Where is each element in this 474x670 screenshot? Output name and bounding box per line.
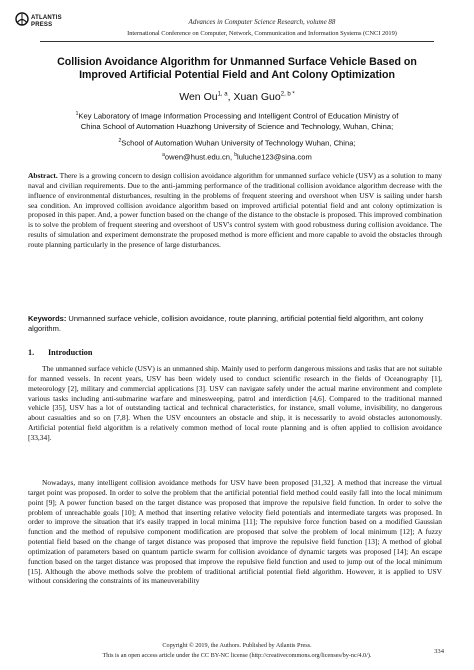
section-title: Introduction xyxy=(48,348,93,357)
body-paragraph: The unmanned surface vehicle (USV) is an unmanned ship. Mainly used to perform dangerous missions and tasks that are not suitable for manned vessels. In recent years, USV has been widely used to conduct scientific research in the fields of Oceanography [1], meteorology [2], military and commercial applications [3]. USV can navigate safely under the actual marine environment and complete various tasks including anti-submarine warfare and minesweeping, patrol and interdiction [4,6]. Compared to the traditional manned vehicle [35], USV has a lot of outstanding tactical and technical characteristics, for instance, small volume, invisibility, no dangerous about casualties and so on [7,8]. When the USV encounters an obstacle and ship, it is necessarily to avoid obstacles autonomously. Artificial potential field algorithm is a relatively common method of local route planning and is often applied to collision avoidance [33,34]. xyxy=(28,364,442,442)
author-superscript: 2, b * xyxy=(280,91,295,98)
email-link[interactable]: luluche123@sina.com xyxy=(237,152,312,162)
affiliation-marker: 1 xyxy=(75,111,79,117)
keywords-label: Keywords: xyxy=(28,314,67,323)
title-line-1: Collision Avoidance Algorithm for Unmanned Surface Vehicle Based on xyxy=(57,56,417,68)
abstract xyxy=(28,171,442,250)
email-marker: a xyxy=(162,152,165,158)
keywords xyxy=(28,314,442,334)
footer-copyright: Copyright © 2019, the Authors. Published by Atlantis Press. xyxy=(162,642,312,649)
publisher-name xyxy=(31,15,62,29)
author-emails xyxy=(20,150,454,163)
abstract-label: Abstract. xyxy=(28,171,58,180)
email-marker: b xyxy=(234,152,238,158)
affiliation-2 xyxy=(20,136,454,149)
paper-title xyxy=(20,56,454,82)
author-separator: , xyxy=(227,91,234,103)
footer-license[interactable]: This is an open access article under the CC BY-NC license (http://creativecommons.org/licenses/by-nc/4.0/). xyxy=(102,652,372,659)
publisher-line1: ATLANTIS xyxy=(31,15,62,21)
affiliation-line: China School of Automation Huazhong University of Science and Technology, Wuhan, China; xyxy=(80,121,394,131)
section-heading xyxy=(28,348,92,357)
affiliation-1 xyxy=(20,109,454,132)
author-name: Xuan Guo xyxy=(233,91,281,103)
publisher-line2: PRESS xyxy=(31,22,53,28)
affiliation-marker: 2 xyxy=(118,138,122,144)
page-number: 334 xyxy=(434,648,444,655)
keywords-text: Unmanned surface vehicle, collision avoidance, route planning, artificial potential field algorithm, ant colony algorithm. xyxy=(28,314,424,333)
conference-name: International Conference on Computer, Network, Communication and Information Systems (CNCI 2019) xyxy=(127,30,397,37)
atlantis-logo-icon xyxy=(14,12,30,32)
abstract-text: There is a growing concern to design collision avoidance algorithm for unmanned surface vehicle (USV) as a solution to many naval and civilian requirements. Due to the anti-jamming performance of the traditional collision avoidance algorithm decrease with the influence of environmental disturbances, resulting in the problems of frequent steering and overshoot when USV is sailing under harsh sea condition. An improved collision avoidance algorithm based on improved artificial potential field and ant colony optimization is proposed in this paper. And, a power function based on the change of the distance to the obstacle is proposed. This improved combination is to solve the problem of frequent steering and overshoot of USV's control system with good robustness during collision avoidance. The results of simulation and experiment demonstrate the proposed method is more efficient and more capable to avoid the obstacles through route planning particularly in the presence of large disturbances. xyxy=(28,171,442,249)
affiliation-line: School of Automation Wuhan University of Technology Wuhan, China; xyxy=(121,138,356,148)
header-rule xyxy=(40,41,434,42)
affiliation-line: Key Laboratory of Image Information Processing and Intelligent Control of Education Ministry of xyxy=(78,111,399,121)
journal-name: Advances in Computer Science Research, volume 88 xyxy=(188,18,336,26)
email-link[interactable]: owen@hust.edu.cn, xyxy=(164,152,235,162)
atlantis-press-logo xyxy=(14,12,60,34)
author-name: Wen Ou xyxy=(179,91,218,103)
author-list xyxy=(20,91,454,103)
author-superscript: 1, a xyxy=(217,91,228,98)
title-line-2: Improved Artificial Potential Field and Ant Colony Optimization xyxy=(79,69,395,81)
section-number: 1. xyxy=(28,348,35,357)
body-paragraph: Nowadays, many intelligent collision avoidance methods for USV have been proposed [31,32]. A method that increase the virtual target point was proposed. In order to solve the problem that the artificial potential field method could easily fall into the local minimum point [9]; A power function based on the target distance was proposed that improve the repulsive field function. In order to solve the problem of unreachable goals [10]; A method that inserting relative velocity field potentials and intermediate targets was proposed. In order to improve the situation that it's easily trapped in local minima [11]; The repulsive force function based on a modified Gaussian function and the method of repulsive component modification are proposed that solve the problem of local minimum [12]; A fuzzy potential field based on the change of target distance was proposed that improve the repulsive field function [13]; A method of global optimization of parameters based on quantum particle swarm for collision avoidance of dynamic targets was proposed [14]; An escape function based on the target distance was proposed that improve the repulsive field function and used to jump out of the local minimum [15]. Although the above methods solve the problem of traditional artificial potential field algorithm. However, it is applied to USV without considering the constraints of its maneuverability xyxy=(28,478,442,586)
